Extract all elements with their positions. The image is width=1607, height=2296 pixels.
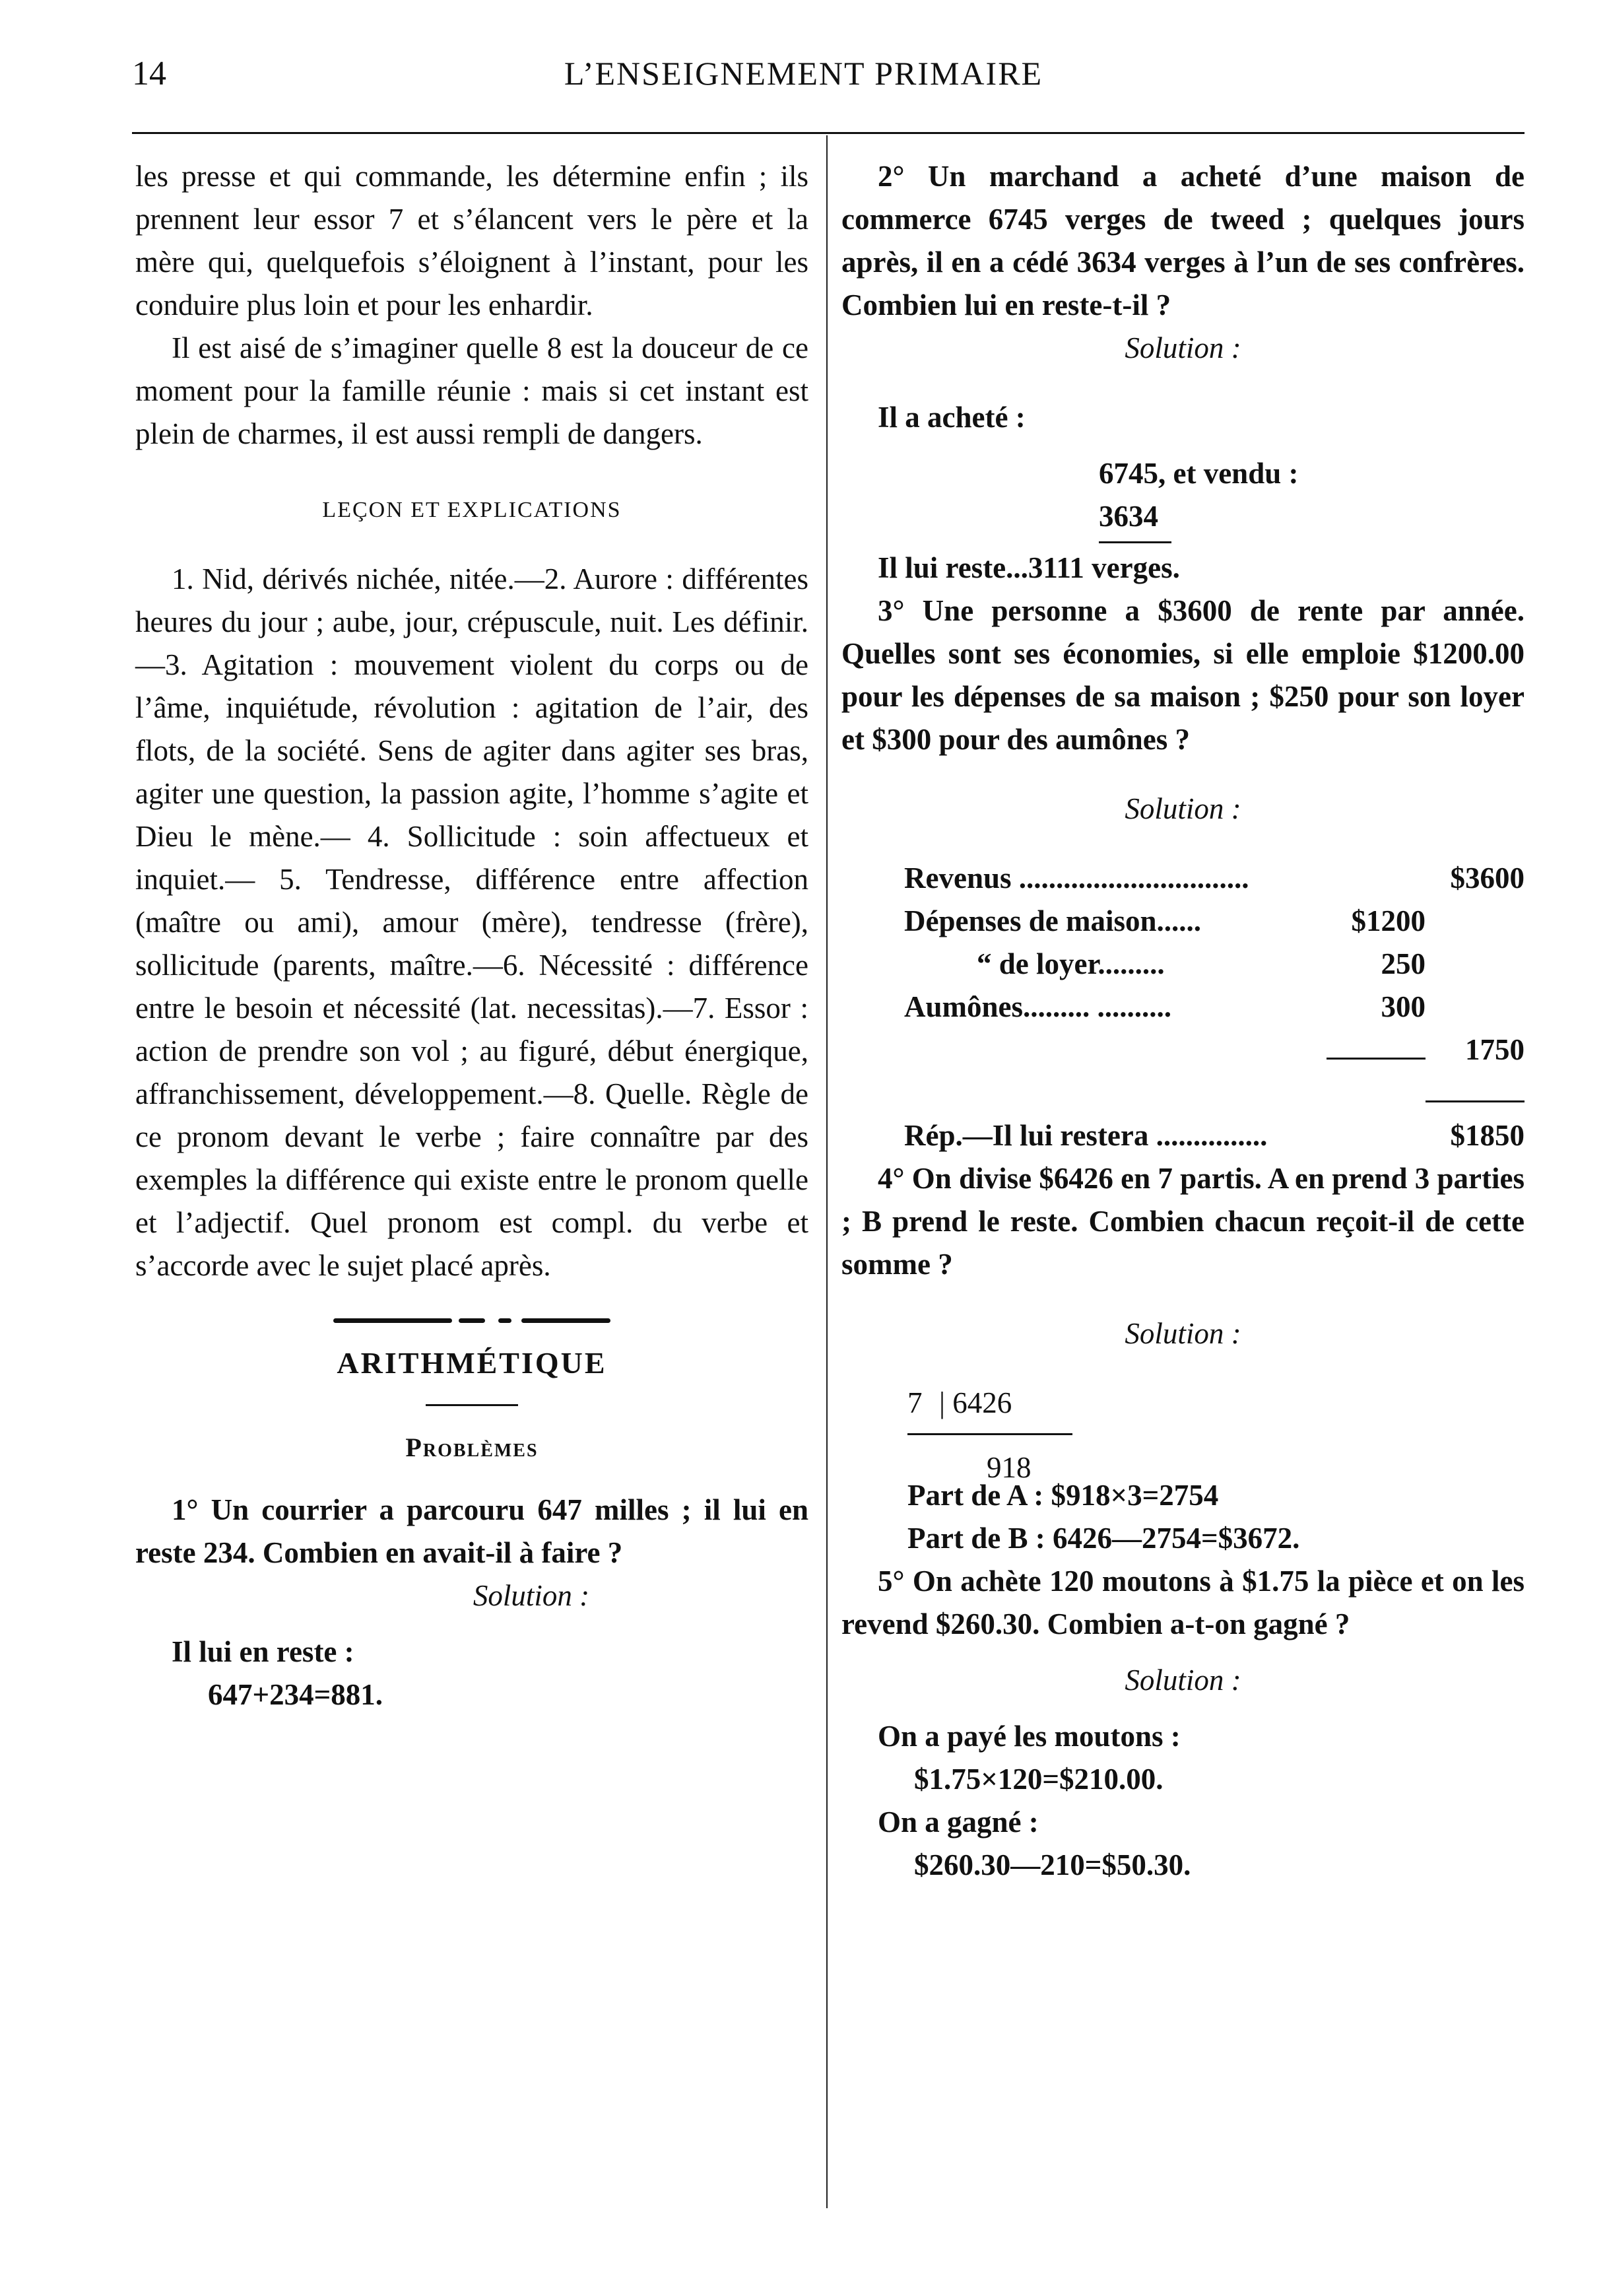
solution-label: Solution : [1125, 792, 1241, 825]
paragraph: Il est aisé de s’imaginer quelle 8 est la douceur de ce moment pour la famille réunie : mais si cet instant est plein de charmes, il est aussi rempli de dangers. [135, 331, 808, 450]
ledger-amount: 250 [1381, 947, 1426, 980]
ledger-table [904, 857, 1525, 1157]
solution-label: Solution : [1125, 1317, 1241, 1350]
lesson-heading: LEÇON ET EXPLICATIONS [322, 498, 622, 522]
ledger-amount: 1750 [1465, 1033, 1525, 1066]
ledger-label: “ de loyer......... [977, 947, 1165, 980]
division-rule [907, 1433, 1072, 1435]
ledger-row [904, 857, 1525, 900]
solution-line: Il lui reste...3111 verges. [878, 551, 1180, 584]
solution-label: Solution : [1125, 331, 1241, 364]
divisor: 7 [907, 1386, 923, 1419]
left-column [135, 155, 808, 1716]
ornament-rule [333, 1314, 610, 1328]
subtotal-rule [1327, 1058, 1426, 1060]
ledger-row [904, 900, 1525, 943]
ledger-row [904, 986, 1525, 1029]
solution-label: Solution : [1125, 1664, 1241, 1697]
long-division [907, 1382, 1525, 1484]
problem-3: 3° Une personne a $3600 de rente par année. Quelles sont ses économies, si elle emploie $1200.00 pour les dépenses de sa maison ; $250 pour son loyer et $300 pour des aumônes ? [841, 594, 1525, 756]
ledger-label: Dépenses de maison...... [904, 904, 1202, 937]
solution-line: Part de B : 6426—2754=$3672. [907, 1522, 1300, 1555]
ledger-amount: $1850 [1450, 1119, 1525, 1152]
sum-rule [1099, 541, 1171, 543]
solution-line: Part de A : $918×3=2754 [907, 1479, 1219, 1512]
paragraph: les presse et qui commande, les détermine enfin ; ils prennent leur essor 7 et s’élancent vers le père et la mère qui, quelquefois s’éloignent à l’instant, pour les conduire plus loin et pour les enhardir. [135, 160, 808, 321]
solution-line: 6745, et vendu : [1099, 457, 1299, 490]
section-title: ARITHMÉTIQUE [337, 1346, 607, 1380]
solution-line: 647+234=881. [208, 1678, 383, 1711]
ledger-label: Aumônes......... .......... [904, 990, 1172, 1023]
ledger-row [904, 1114, 1525, 1157]
ledger-amount: $1200 [1351, 904, 1426, 937]
solution-line: On a gagné : [878, 1806, 1039, 1839]
lesson-text: 1. Nid, dérivés nichée, nitée.—2. Aurore : différentes heures du jour ; aube, jour, crépuscule, nuit. Les définir.—3. Agitation : mouvement violent du corps ou de l’âme, inquiétude, révolution : agitation de l’air, des flots, de la société. Sens de agiter dans agiter ses bras, agiter une question, la passion agite, l’homme s’agite et Dieu le mène.— 4. Sollicitude : soin affectueux et inquiet.— 5. Tendresse, différence entre affection (maître ou ami), amour (mère), tendresse (frère), sollicitude (parents, maître.—6. Nécessité : différence entre le besoin et nécessité (lat. necessitas).—7. Essor : action de prendre son vol ; au figuré, début énergique, affranchissement, développement.—8. Quelle. Règle de ce pronom devant le verbe ; faire connaître par des exemples la différence qui existe entre le pronom quelle et l’adjectif. Quel pronom est compl. du verbe et s’accorde avec le sujet placé après. [135, 562, 808, 1282]
solution-line: $1.75×120=$210.00. [914, 1763, 1164, 1796]
ledger-row [904, 1071, 1525, 1114]
page-number: 14 [132, 55, 166, 92]
subsection-title: Problèmes [405, 1433, 539, 1462]
problem-1: 1° Un courrier a parcouru 647 milles ; il lui en reste 234. Combien en avait-il à faire ? [135, 1493, 808, 1569]
ledger-row [904, 943, 1525, 986]
solution-line: $260.30—210=$50.30. [914, 1848, 1191, 1881]
solution-line: 3634 [1099, 500, 1158, 533]
column-divider [826, 135, 828, 2208]
ledger-label: Rép.—Il lui restera ............... [904, 1119, 1268, 1152]
problem-2: 2° Un marchand a acheté d’une maison de commerce 6745 verges de tweed ; quelques jours après, il en a cédé 3634 verges à l’un de ses confrères. Combien lui en reste-t-il ? [841, 160, 1525, 321]
running-title: L’ENSEIGNEMENT PRIMAIRE [564, 55, 1043, 92]
ledger-row [904, 1029, 1525, 1071]
solution-line: Il lui en reste : [172, 1635, 354, 1668]
problem-5: 5° On achète 120 moutons à $1.75 la pièce et on les revend $260.30. Combien a-t-on gagné ? [841, 1565, 1525, 1640]
quotient: 918 [987, 1451, 1032, 1484]
divider [426, 1404, 518, 1406]
solution-line: Il a acheté : [878, 401, 1026, 434]
ledger-amount: 300 [1381, 990, 1426, 1023]
ledger-amount: $3600 [1450, 861, 1525, 895]
ledger-label: Revenus ............................... [904, 861, 1249, 895]
dividend: | 6426 [939, 1386, 1012, 1419]
right-column [841, 155, 1525, 1887]
solution-label: Solution : [473, 1579, 590, 1612]
solution-line: On a payé les moutons : [878, 1720, 1181, 1753]
header-rule [132, 132, 1525, 134]
total-rule [1426, 1100, 1525, 1102]
problem-4: 4° On divise $6426 en 7 partis. A en prend 3 parties ; B prend le reste. Combien chacun reçoit-il de cette somme ? [841, 1162, 1525, 1281]
